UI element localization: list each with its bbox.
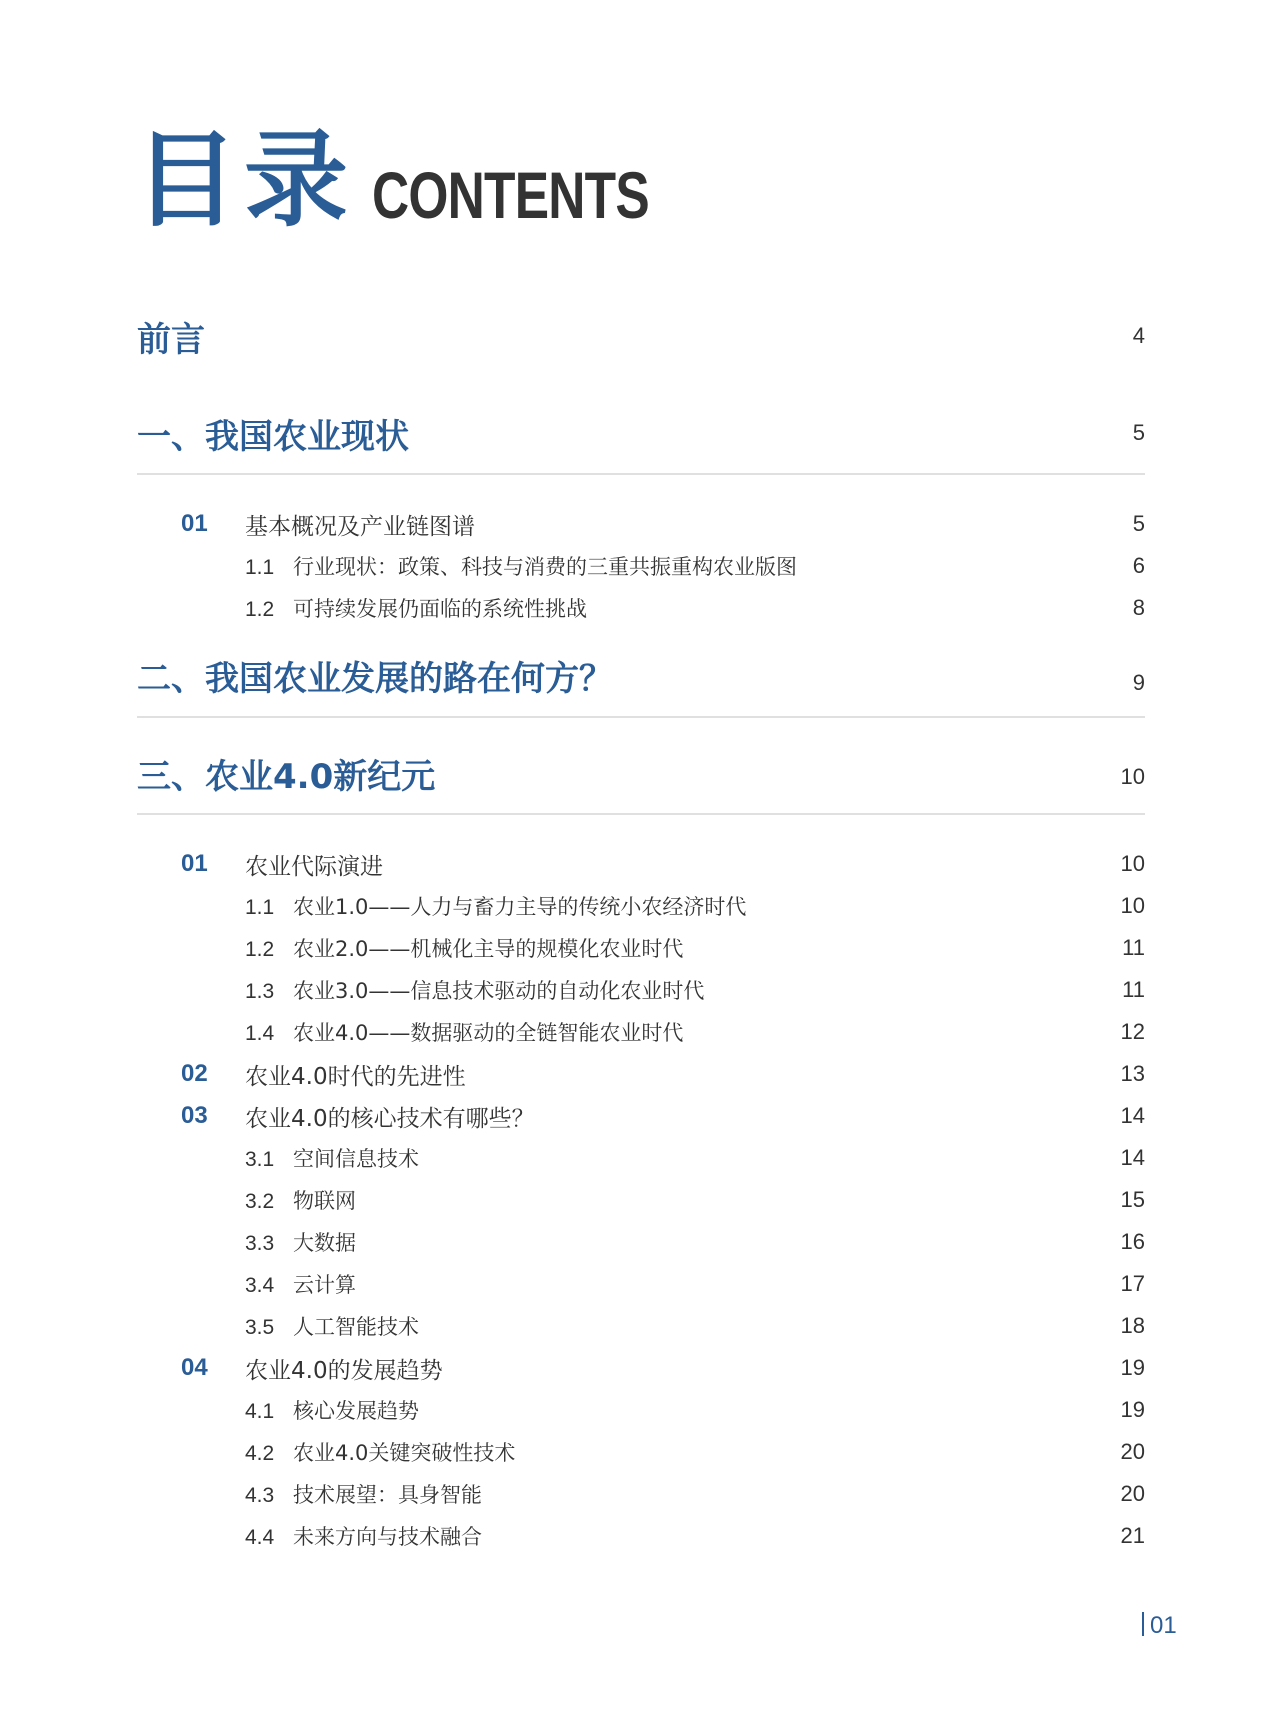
toc-page: 18 <box>1120 1313 1145 1338</box>
toc-subsection[interactable] <box>137 932 1145 964</box>
subsection-label: 技术展望：具身智能 <box>293 1483 482 1507</box>
toc-subsection[interactable] <box>137 1310 1145 1342</box>
toc-subsection[interactable] <box>137 592 1145 624</box>
subsection-number: 1.2 <box>245 598 275 621</box>
toc-page: 20 <box>1120 1481 1145 1506</box>
toc-page: 14 <box>1120 1145 1145 1170</box>
toc-section-2[interactable] <box>137 652 1145 698</box>
chapter-number: 03 <box>181 1102 208 1129</box>
toc-subsection[interactable] <box>137 550 1145 582</box>
subsection-label: 农业1.0——人力与畜力主导的传统小农经济时代 <box>293 895 747 919</box>
subsection-label: 空间信息技术 <box>293 1147 419 1171</box>
chapter-number: 01 <box>181 850 208 877</box>
chapter-number: 04 <box>181 1354 208 1381</box>
toc-chapter[interactable] <box>137 1100 1145 1132</box>
toc-page: 8 <box>1132 595 1145 620</box>
subsection-label: 物联网 <box>293 1189 356 1213</box>
subsection-number: 4.2 <box>245 1442 275 1465</box>
subsection-label: 农业4.0——数据驱动的全链智能农业时代 <box>293 1021 684 1045</box>
subsection-label: 农业3.0——信息技术驱动的自动化农业时代 <box>293 979 705 1003</box>
toc-page: 5 <box>1132 420 1145 445</box>
toc-subsection[interactable] <box>137 1436 1145 1468</box>
divider <box>137 473 1145 475</box>
page-number <box>1142 1612 1177 1640</box>
subsection-number: 1.2 <box>245 938 275 961</box>
subsection-label: 人工智能技术 <box>293 1315 419 1339</box>
toc-chapter[interactable] <box>137 1352 1145 1384</box>
toc-subsection[interactable] <box>137 974 1145 1006</box>
title-cn: 目录 <box>134 119 355 241</box>
subsection-number: 3.1 <box>245 1148 275 1171</box>
subsection-number: 3.4 <box>245 1274 275 1297</box>
toc-page: 10 <box>1120 893 1145 918</box>
chapter-label: 农业代际演进 <box>245 853 383 880</box>
subsection-number: 1.3 <box>245 980 275 1003</box>
toc-subsection[interactable] <box>137 1478 1145 1510</box>
toc-page: 21 <box>1120 1523 1145 1548</box>
toc-subsection[interactable] <box>137 1184 1145 1216</box>
toc-section-label: 三、农业4.0新纪元 <box>137 756 436 797</box>
toc-page: 9 <box>1132 670 1145 695</box>
subsection-label: 大数据 <box>293 1231 356 1255</box>
subsection-number: 3.3 <box>245 1232 275 1255</box>
toc-section-3[interactable] <box>137 750 1145 796</box>
toc-subsection[interactable] <box>137 1520 1145 1552</box>
toc-subsection[interactable] <box>137 1016 1145 1048</box>
chapter-label: 农业4.0的核心技术有哪些？ <box>245 1105 535 1132</box>
subsection-number: 1.1 <box>245 556 275 579</box>
subsection-label: 云计算 <box>293 1273 356 1297</box>
title-en: CONTENTS <box>372 158 649 232</box>
subsection-number: 4.4 <box>245 1526 275 1549</box>
toc-page: 17 <box>1120 1271 1145 1296</box>
subsection-number: 1.4 <box>245 1022 275 1045</box>
chapter-label: 农业4.0时代的先进性 <box>245 1063 466 1090</box>
subsection-label: 未来方向与技术融合 <box>293 1525 482 1549</box>
page-number-divider <box>1142 1612 1144 1636</box>
divider <box>137 813 1145 815</box>
toc-page: 4 <box>1132 323 1145 348</box>
chapter-number: 01 <box>181 510 208 537</box>
toc-page: 14 <box>1120 1103 1145 1128</box>
subsection-number: 4.1 <box>245 1400 275 1423</box>
chapter-number: 02 <box>181 1060 208 1087</box>
toc-section-1[interactable] <box>137 410 1145 456</box>
toc-page: 16 <box>1120 1229 1145 1254</box>
toc-page: 15 <box>1120 1187 1145 1212</box>
toc-chapter[interactable] <box>137 848 1145 880</box>
toc-page: 19 <box>1120 1355 1145 1380</box>
toc-page: 5 <box>1132 511 1145 536</box>
toc-section-label: 一、我国农业现状 <box>137 416 409 457</box>
page-number-value: 01 <box>1150 1612 1177 1639</box>
subsection-number: 4.3 <box>245 1484 275 1507</box>
toc-subsection[interactable] <box>137 1226 1145 1258</box>
subsection-label: 核心发展趋势 <box>293 1399 419 1423</box>
subsection-number: 1.1 <box>245 896 275 919</box>
chapter-label: 农业4.0的发展趋势 <box>245 1357 443 1384</box>
divider <box>137 716 1145 718</box>
subsection-label: 农业2.0——机械化主导的规模化农业时代 <box>293 937 684 961</box>
subsection-label: 农业4.0关键突破性技术 <box>293 1441 516 1465</box>
toc-preface-label: 前言 <box>137 319 205 360</box>
toc-page: 10 <box>1120 851 1145 876</box>
toc-chapter[interactable] <box>137 1058 1145 1090</box>
toc-section-label: 二、我国农业发展的路在何方？ <box>137 658 613 699</box>
toc-page: 20 <box>1120 1439 1145 1464</box>
toc-page: 12 <box>1120 1019 1145 1044</box>
subsection-number: 3.2 <box>245 1190 275 1213</box>
page-title <box>134 119 727 241</box>
toc-page: 6 <box>1132 553 1145 578</box>
toc-page: 11 <box>1122 935 1145 960</box>
toc-preface[interactable] <box>137 314 1145 358</box>
toc-subsection[interactable] <box>137 890 1145 922</box>
toc-page: 13 <box>1120 1061 1145 1086</box>
subsection-number: 3.5 <box>245 1316 275 1339</box>
toc-subsection[interactable] <box>137 1394 1145 1426</box>
toc-chapter[interactable] <box>137 508 1145 540</box>
subsection-label: 可持续发展仍面临的系统性挑战 <box>293 597 587 621</box>
toc-page: 19 <box>1120 1397 1145 1422</box>
toc-subsection[interactable] <box>137 1142 1145 1174</box>
toc-page: 10 <box>1120 764 1145 789</box>
toc-subsection[interactable] <box>137 1268 1145 1300</box>
subsection-label: 行业现状：政策、科技与消费的三重共振重构农业版图 <box>293 555 797 579</box>
chapter-label: 基本概况及产业链图谱 <box>245 513 475 540</box>
toc-page: 11 <box>1122 977 1145 1002</box>
